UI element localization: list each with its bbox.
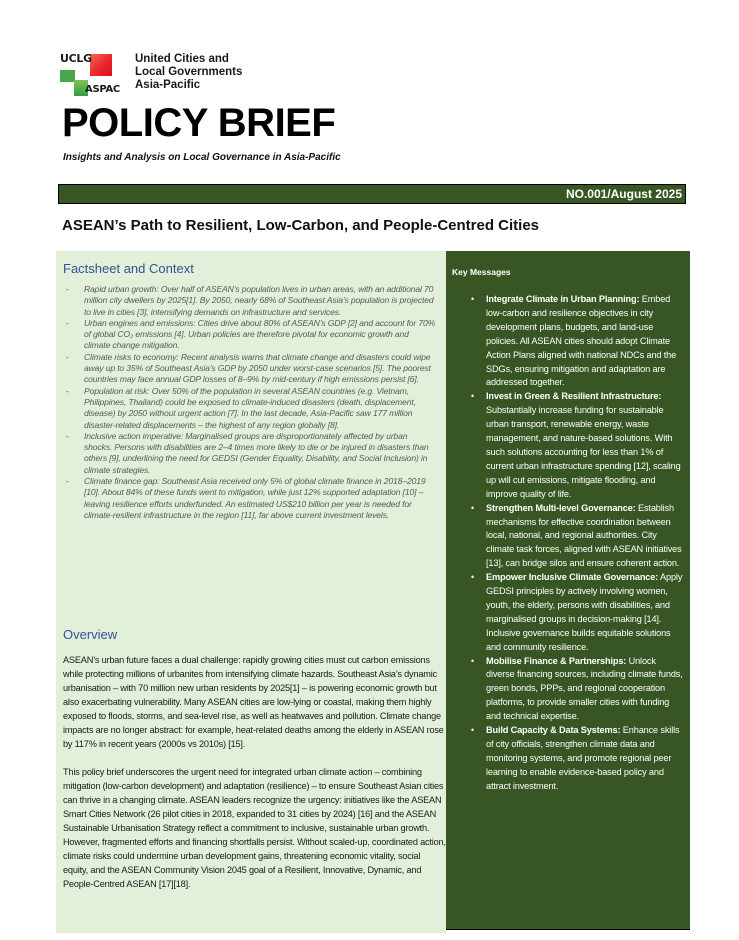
key-message-text: Apply GEDSI principles by actively involving women, youth, the elderly, persons with disabilities, and marginalised groups in decision-making [14]. Inclusive governance builds equitable solutions and community resilience. <box>486 572 683 652</box>
bullet-dot-icon: • <box>471 572 475 583</box>
key-message-item <box>446 571 690 654</box>
dash-bullet-icon: - <box>66 430 69 441</box>
logo-text-uclg: UCLG <box>60 52 92 65</box>
key-message-text: Establish mechanisms for effective coordination between local, national, and regional authorities. City climate task forces, aligned with ASEAN initiatives [13], can bridge silos and ensure coherent action. <box>486 502 682 569</box>
overview-body <box>63 653 447 905</box>
bullet-dot-icon: • <box>471 391 475 402</box>
dash-bullet-icon: - <box>66 351 69 362</box>
organization-name-line: Local Governments <box>135 66 243 78</box>
key-message-item <box>446 390 690 501</box>
key-message-item <box>446 502 690 572</box>
document-subtitle: Insights and Analysis on Local Governance in Asia-Pacific <box>63 152 341 163</box>
key-message-text: Embed low-carbon and resilience objectives in city development plans, budgets, and land-use policies. All ASEAN cities should adopt Climate Action Plans aligned with national NDCs and the SDGs, ensuring mitigation and adaptation are addressed together. <box>486 294 677 388</box>
key-message-text: Enhance skills of city officials, strengthen climate data and monitoring systems, and promote regional peer learning to enable evidence-based policy and attract investment. <box>486 725 680 791</box>
organization-name-line: United Cities and <box>135 53 229 65</box>
factsheet-item-text: Rapid urban growth: Over half of ASEAN’s population lives in urban areas, with an additional 70 million city dwellers by 2025[1]. By 2050, nearly 68% of Southeast Asia’s population is projected to live in cities [3], intensifying demands on infrastructure and services. <box>84 284 434 317</box>
overview-paragraph: ASEAN’s urban future faces a dual challenge: rapidly growing cities must cut carbon emissions while protecting millions of urbanites from intensifying climate hazards. Southeast Asia’s dynamic urbanisation – with 70 million new urban residents by 2025[1] – is powering economic growth but also exacerbating vulnerability. Many ASEAN cities are low-lying or coastal, making them highly exposed to floods, storms, and sea-level rise, as well as heatwaves and pollution. Climate change impacts are no longer abstract: for example, heat-related deaths among the elderly in ASEAN rose by 117% in recent years (2000s vs 2010s) [15]. <box>63 655 444 749</box>
overview-heading: Overview <box>63 627 118 642</box>
dash-bullet-icon: - <box>66 476 69 487</box>
bullet-dot-icon: • <box>471 655 475 666</box>
logo-green-square-icon <box>60 70 75 82</box>
factsheet-item <box>56 431 446 476</box>
organization-name-line: Asia-Pacific <box>135 79 201 91</box>
key-messages-heading: Key Messages <box>452 267 511 277</box>
key-message-item <box>446 724 690 794</box>
key-message-title: Integrate Climate in Urban Planning: <box>486 294 640 304</box>
factsheet-item-text: Population at risk: Over 50% of the population in several ASEAN countries (e.g. Vietnam, Philippines, Thailand) could be exposed to climate-induced disasters (death, displacement, disease) by 2050 without urgent action [7]. In the last decade, Asia-Pacific saw 177 million disaster-related displacements – the highest of any region globally [8]. <box>84 385 416 430</box>
factsheet-item-text: Climate finance gap: Southeast Asia received only 5% of global climate finance in 2018–2019 [10]. About 84% of these funds went to mitigation, while just 12% supported adaptation [10] – leaving resilience efforts underfunded. An estimated US$210 billion per year is needed for climate-resilient infrastructure in the region [11], far above current investment levels. <box>84 476 426 520</box>
issue-bar <box>58 184 686 204</box>
factsheet-heading: Factsheet and Context <box>63 261 194 276</box>
dash-bullet-icon: - <box>66 317 69 328</box>
key-message-title: Mobilise Finance & Partnerships: <box>486 655 627 666</box>
factsheet-item <box>56 284 446 318</box>
factsheet-item <box>56 352 446 386</box>
key-message-item <box>446 655 690 725</box>
factsheet-item <box>56 386 446 431</box>
key-message-title: Empower Inclusive Climate Governance: <box>486 572 659 583</box>
organization-logo <box>60 52 243 96</box>
factsheet-item-text: Climate risks to economy: Recent analysis warns that climate change and disasters could wipe away up to 35% of Southeast Asia’s GDP by 2050 under worst-case scenarios [5]. The poorest countries may face annual GDP losses of 8–9% by mid-century if high emissions persist [6]. <box>84 351 431 385</box>
left-content-panel <box>56 251 446 933</box>
bullet-dot-icon: • <box>471 502 475 513</box>
uclg-aspac-logo-mark <box>60 52 130 96</box>
key-messages-panel <box>446 251 690 930</box>
key-message-title: Build Capacity & Data Systems: <box>486 725 621 736</box>
logo-red-square-icon <box>90 54 112 76</box>
dash-bullet-icon: - <box>66 284 69 294</box>
factsheet-item <box>56 318 446 352</box>
dash-bullet-icon: - <box>66 385 69 396</box>
factsheet-item-text: Inclusive action imperative: Marginalised groups are disproportionately affected by urban shocks. Persons with disabilities are 2–4 times more likely to die or be injured in disasters than others [9], underlining the need for GEDSI (Gender Equality, Disability, and Social Inclusion) in climate strategies. <box>84 430 429 475</box>
factsheet-item-text: Urban engines and emissions: Cities drive about 80% of ASEAN’s GDP [2] and account for 70% of global CO₂ emissions [4]. Urban policies are therefore pivotal for economic growth and climate change mitigation. <box>84 317 436 351</box>
bullet-dot-icon: • <box>471 294 475 304</box>
key-message-text: Substantially increase funding for sustainable urban transport, renewable energy, waste management, and nature-based solutions. With such solutions accounting for less than 1% of current urban infrastructure spending [12], scaling up will cut emissions, mitigate flooding, and improve quality of life. <box>486 405 681 499</box>
logo-text-aspac: ASPAC <box>85 84 120 95</box>
key-messages-list <box>446 293 690 794</box>
key-message-title: Strengthen Multi-level Governance: <box>486 502 636 513</box>
key-message-item <box>446 293 690 390</box>
document-title: POLICY BRIEF <box>62 101 336 145</box>
issue-number: NO.001/August 2025 <box>565 187 682 201</box>
key-message-text: Unlock diverse financing sources, including climate funds, green bonds, PPPs, and regional cooperation platforms, to provide smaller cities with funding and technical expertise. <box>486 655 683 722</box>
overview-paragraph: This policy brief underscores the urgent need for integrated urban climate action – combining mitigation (low-carbon development) and adaptation (resilience) – to ensure Southeast Asian cities can thrive in a changing climate. ASEAN leaders recognize the urgency: initiatives like the ASEAN Smart Cities Network (26 pilot cities in 2018, expanded to 31 cities by 2024) [16] and the ASEAN Sustainable Urbanisation Strategy reflect a commitment to inclusive, sustainable urban growth. However, fragmented efforts and financing shortfalls persist. Without scaled-up, coordinated action, climate risks could undermine urban development gains, threatening economic vitality, social equity, and the ASEAN Community Vision 2045 goal of a Resilient, Innovative, Dynamic, and People-Centred ASEAN [17][18]. <box>63 767 446 889</box>
organization-name <box>135 53 242 92</box>
bullet-dot-icon: • <box>471 725 475 736</box>
factsheet-item <box>56 476 446 521</box>
factsheet-list <box>56 284 446 521</box>
key-message-title: Invest in Green & Resilient Infrastructure: <box>486 391 662 402</box>
brief-headline: ASEAN’s Path to Resilient, Low-Carbon, and People-Centred Cities <box>62 217 540 234</box>
